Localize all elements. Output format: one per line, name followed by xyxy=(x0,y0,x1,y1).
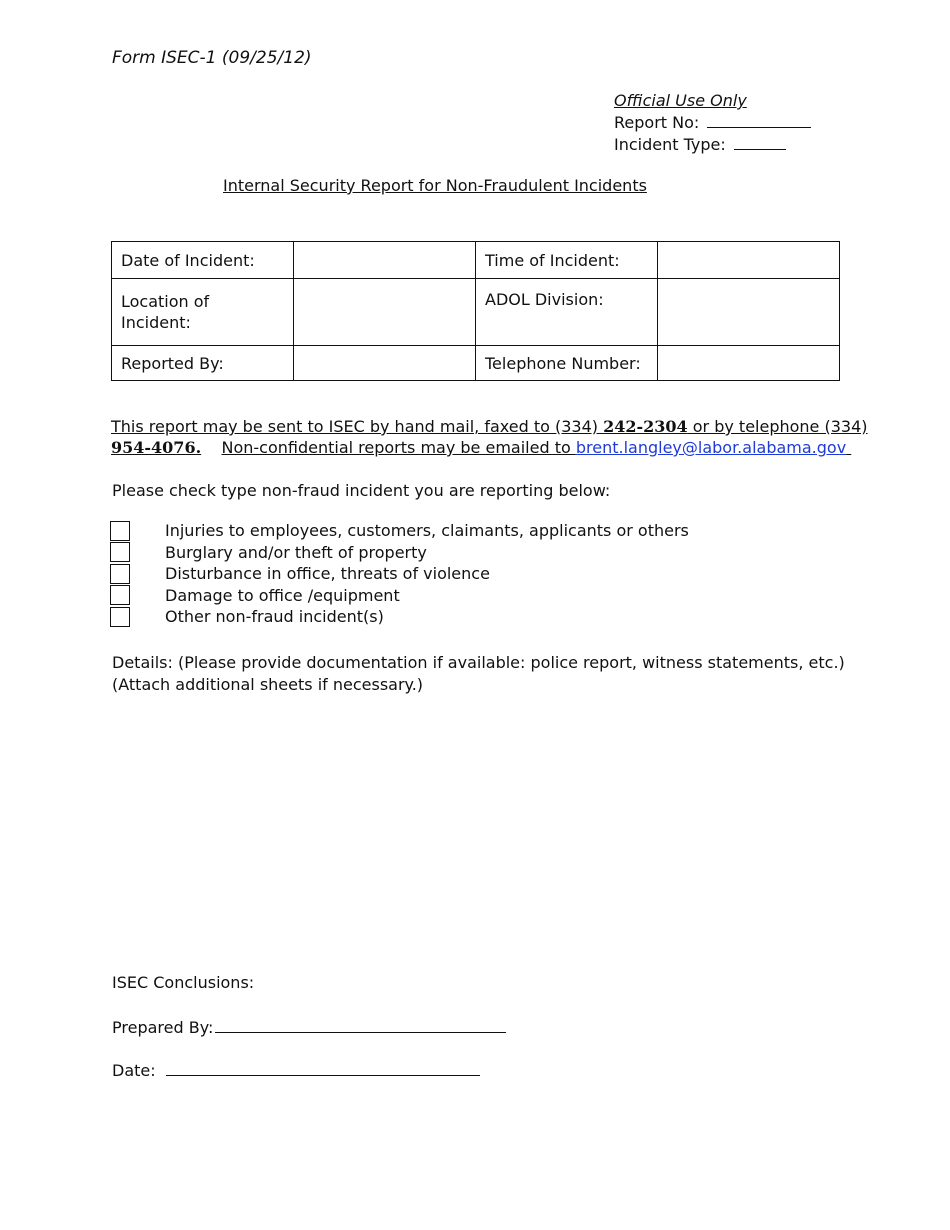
incident-type-row xyxy=(614,134,811,156)
checkbox-label: Injuries to employees, customers, claimants, applicants or others xyxy=(165,521,689,541)
form-id: Form ISEC-1 (09/25/12) xyxy=(112,48,312,68)
location-label-line2: Incident: xyxy=(121,313,191,332)
telephone-number-field[interactable] xyxy=(658,346,840,381)
notice-line2 xyxy=(111,437,868,458)
table-row xyxy=(112,346,840,381)
location-of-incident-label xyxy=(112,279,294,346)
incident-type-checklist xyxy=(110,520,689,628)
prepared-by-label: Prepared By: xyxy=(112,1018,214,1037)
notice-text-part1: This report may be sent to ISEC by hand mail, faxed to (334) xyxy=(111,417,604,436)
submission-notice xyxy=(111,416,868,458)
check-prompt: Please check type non-fraud incident you are reporting below: xyxy=(112,481,611,500)
date-field[interactable] xyxy=(166,1059,480,1076)
date-of-incident-field[interactable] xyxy=(294,242,476,279)
telephone-number-label: Telephone Number: xyxy=(476,346,658,381)
table-row xyxy=(112,279,840,346)
email-link[interactable]: brent.langley@labor.alabama.gov xyxy=(575,438,847,457)
notice-text-part3: Non-confidential reports may be emailed to xyxy=(221,438,576,457)
incident-type-field[interactable] xyxy=(734,135,786,150)
checkbox-label: Disturbance in office, threats of violence xyxy=(165,564,490,584)
time-of-incident-field[interactable] xyxy=(658,242,840,279)
list-item xyxy=(110,585,689,607)
prepared-by-field[interactable] xyxy=(215,1016,506,1033)
reported-by-field[interactable] xyxy=(294,346,476,381)
table-row xyxy=(112,242,840,279)
notice-text-part2: or by telephone (334) xyxy=(687,417,868,436)
other-checkbox[interactable] xyxy=(110,607,130,627)
official-use-heading: Official Use Only xyxy=(614,91,747,110)
incident-type-label: Incident Type: xyxy=(614,135,726,154)
reported-by-label: Reported By: xyxy=(112,346,294,381)
location-of-incident-field[interactable] xyxy=(294,279,476,346)
details-instructions xyxy=(112,652,845,696)
adol-division-label: ADOL Division: xyxy=(476,279,658,346)
time-of-incident-label: Time of Incident: xyxy=(476,242,658,279)
injuries-checkbox[interactable] xyxy=(110,521,130,541)
details-line2: (Attach additional sheets if necessary.) xyxy=(112,675,424,694)
burglary-checkbox[interactable] xyxy=(110,542,130,562)
checkbox-label: Damage to office /equipment xyxy=(165,585,400,605)
checkbox-label: Other non-fraud incident(s) xyxy=(165,607,384,627)
page-title: Internal Security Report for Non-Fraudulent Incidents xyxy=(223,176,647,195)
list-item xyxy=(110,520,689,542)
incident-info-table xyxy=(111,241,840,381)
list-item xyxy=(110,606,689,628)
disturbance-checkbox[interactable] xyxy=(110,564,130,584)
checkbox-label: Burglary and/or theft of property xyxy=(165,542,427,562)
date-label: Date: xyxy=(112,1061,156,1080)
list-item xyxy=(110,542,689,564)
report-no-row xyxy=(614,112,811,134)
date-row xyxy=(112,1059,480,1080)
report-no-field[interactable] xyxy=(707,113,811,128)
phone-number: 954-4076. xyxy=(111,438,202,457)
list-item xyxy=(110,563,689,585)
prepared-by-row xyxy=(112,1016,506,1037)
official-use-block xyxy=(614,90,811,156)
isec-conclusions-label: ISEC Conclusions: xyxy=(112,973,255,992)
adol-division-field[interactable] xyxy=(658,279,840,346)
location-label-line1: Location of xyxy=(121,292,210,311)
date-of-incident-label: Date of Incident: xyxy=(112,242,294,279)
fax-number: 242-2304 xyxy=(603,417,688,436)
details-line1: Details: (Please provide documentation if available: police report, witness statements, etc.) xyxy=(112,653,845,672)
damage-checkbox[interactable] xyxy=(110,585,130,605)
notice-line1 xyxy=(111,416,868,437)
report-no-label: Report No: xyxy=(614,113,700,132)
